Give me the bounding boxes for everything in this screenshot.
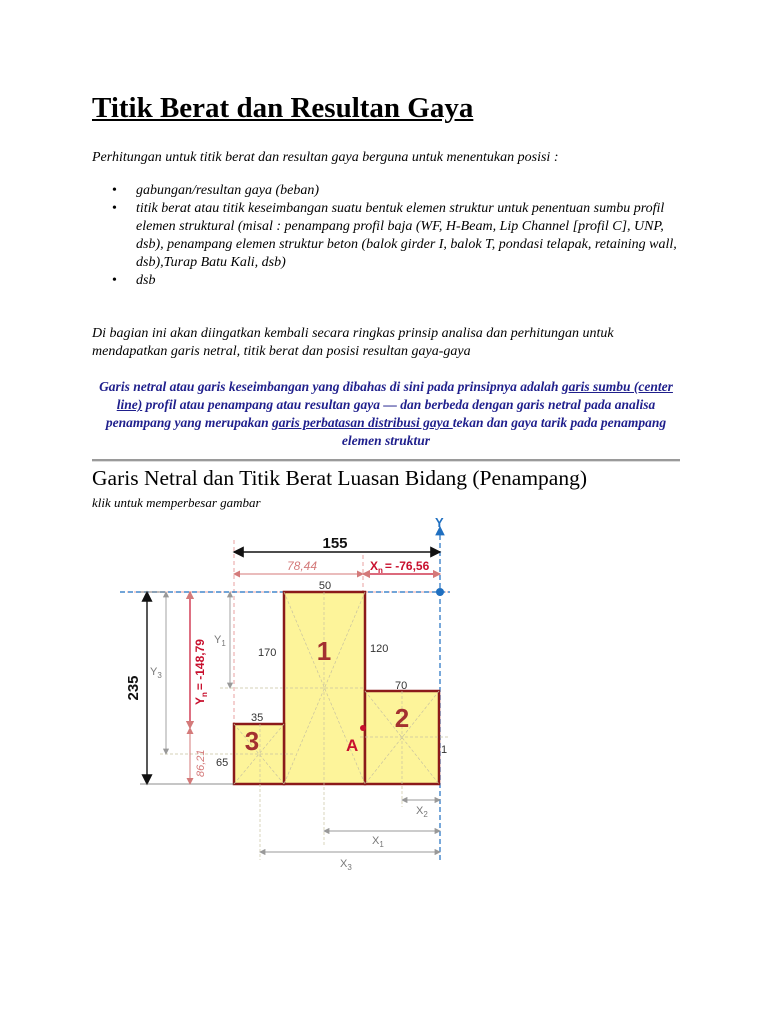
yn-bottom-label: 86,21 <box>195 749 207 777</box>
part-1-number: 1 <box>316 636 332 666</box>
section-heading: Garis Netral dan Titik Berat Luasan Bidang (Penampang) <box>92 466 587 490</box>
page-title: Titik Berat dan Resultan Gaya <box>92 92 474 124</box>
part-3-number: 3 <box>244 726 260 756</box>
right-edge-label: 1 <box>441 744 448 756</box>
centroid-point <box>360 725 366 731</box>
center-line-link[interactable]: garis sumbu (center line) <box>116 379 673 412</box>
part1-right-height-label: 120 <box>370 643 389 655</box>
total-height-label: 235 <box>125 675 142 701</box>
xn-distance-label: 78,44 <box>286 559 318 573</box>
list-item: • titik berat atau titik keseimbangan suatu bentuk elemen struktur untuk penentuan sumbu profil elemen struktural (misal : penampang profil baja (WF, H-Beam, Lip Channel [profil C], UNP, dsb), penampang elemen struktur beton (balok girder I, balok T, pondasi telapak, retaining wall, dsb),Turap Batu Kali, dsb) <box>92 200 682 272</box>
x1-label: $X_1$ <box>372 835 384 849</box>
part1-height-label: 170 <box>258 647 277 659</box>
quote-text: tekan dan gaya tarik pada penampang elemen struktur <box>341 415 667 448</box>
yn-label: $Y_n= -148,79$ <box>193 639 209 705</box>
origin-point <box>436 588 444 596</box>
highlight-quote <box>92 378 680 450</box>
figure-caption: klik untuk memperbesar gambar <box>92 495 261 510</box>
force-distribution-link[interactable]: garis perbatasan distribusi gaya <box>271 415 453 430</box>
y3-label: $Y_3$ <box>150 666 162 680</box>
centroid-label: A <box>346 736 359 755</box>
centroid-diagram[interactable] <box>120 515 460 885</box>
list-item: • gabungan/resultan gaya (beban) <box>92 182 682 200</box>
part-2-number: 2 <box>394 703 410 733</box>
top-width-label: 50 <box>318 580 332 592</box>
section-divider <box>92 459 680 462</box>
list-item: • dsb <box>92 272 682 290</box>
y1-label: $Y_1$ <box>214 634 226 648</box>
part2-width-label: 70 <box>395 680 408 692</box>
bullet-list <box>92 182 682 290</box>
y-axis-label: Y <box>435 515 444 530</box>
xn-label: $X_n = -76,56$ <box>370 559 430 575</box>
part3-height-label: 65 <box>216 757 229 769</box>
quote-text: Garis netral atau garis keseimbangan yang dibahas di sini pada prinsipnya adalah <box>99 379 562 394</box>
x2-label: $X_2$ <box>416 805 428 819</box>
quote-text: profil atau penampang atau resultan gaya — dan berbeda dengan garis netral pada analisa penampang yang merupakan <box>105 397 656 430</box>
total-width-label: 155 <box>322 535 348 552</box>
intro-text: Perhitungan untuk titik berat dan resultan gaya berguna untuk menentukan posisi : <box>92 150 559 165</box>
intro-paragraph: Di bagian ini akan diingatkan kembali secara ringkas prinsip analisa dan perhitungan untuk mendapatkan garis netral, titik berat dan posisi resultan gaya-gaya <box>92 326 614 359</box>
part3-width-label: 35 <box>251 712 264 724</box>
x3-label: $X_3$ <box>340 858 352 872</box>
